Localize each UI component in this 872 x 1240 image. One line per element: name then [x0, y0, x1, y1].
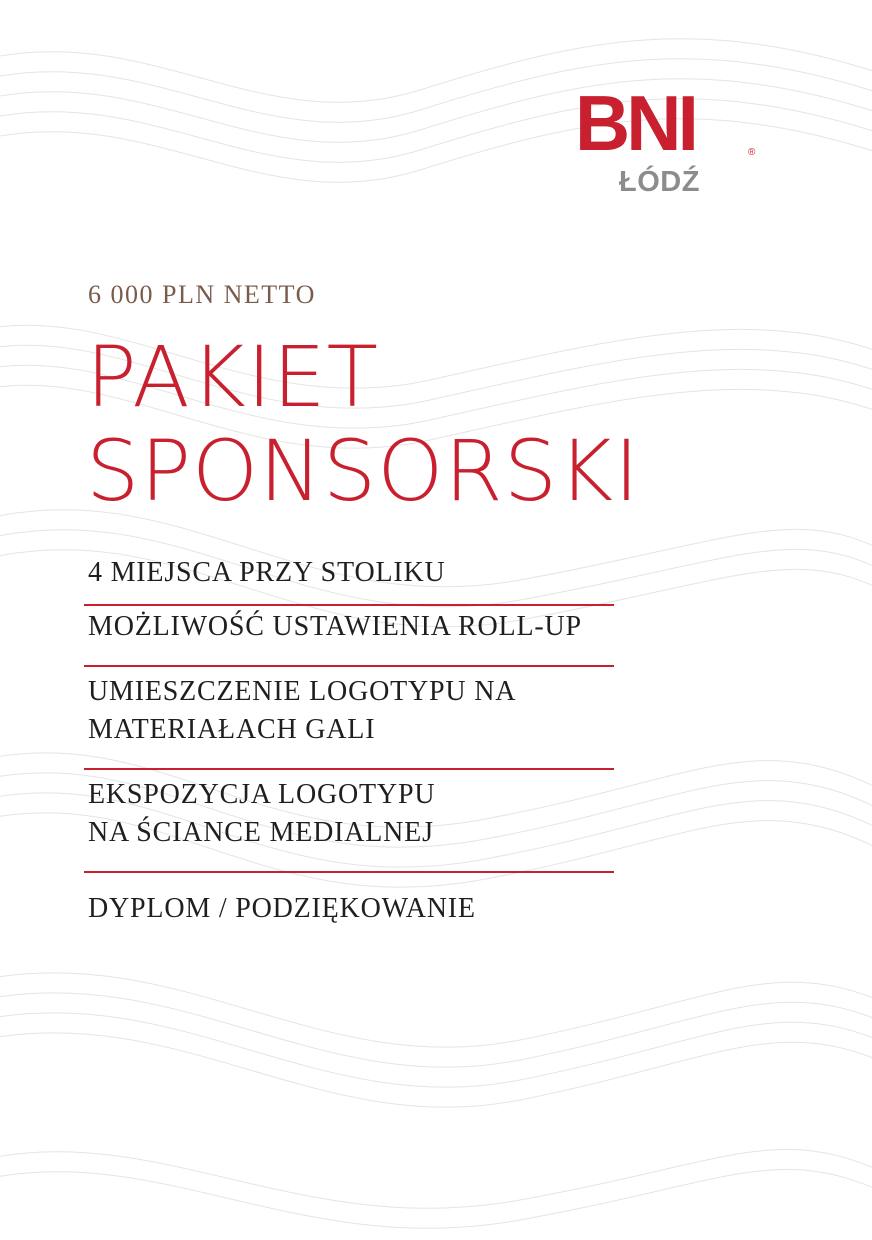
benefit-item-media-wall — [84, 770, 614, 873]
bni-lodz-logo — [575, 79, 765, 204]
package-title — [86, 330, 640, 518]
benefit-text: 4 MIEJSCA PRZY STOLIKU — [88, 557, 446, 588]
benefit-text: MOŻLIWOŚĆ USTAWIENIA ROLL-UP — [88, 611, 582, 642]
benefit-item-roll-up — [84, 606, 614, 667]
package-price: 6 000 PLN NETTO — [88, 280, 316, 309]
benefit-text-line-1: UMIESZCZENIE LOGOTYPU NA — [88, 676, 517, 707]
logo-city-name: ŁÓDŹ — [619, 166, 700, 198]
package-title-line-1: PAKIET — [86, 328, 379, 426]
benefit-item-table-seats — [84, 554, 614, 606]
benefit-text-line-2: NA ŚCIANCE MEDIALNEJ — [88, 817, 434, 848]
registered-trademark: ® — [748, 147, 756, 158]
bni-logo-mark: BNI — [575, 79, 695, 167]
package-title-line-2: SPONSORSKI — [86, 422, 640, 520]
benefits-list — [84, 554, 614, 940]
benefit-text-line-1: EKSPOZYCJA LOGOTYPU — [88, 779, 436, 810]
benefit-text: DYPLOM / PODZIĘKOWANIE — [88, 893, 476, 924]
benefit-item-diploma — [84, 873, 614, 940]
benefit-text-line-2: MATERIAŁACH GALI — [88, 714, 376, 745]
benefit-item-logo-materials — [84, 667, 614, 770]
